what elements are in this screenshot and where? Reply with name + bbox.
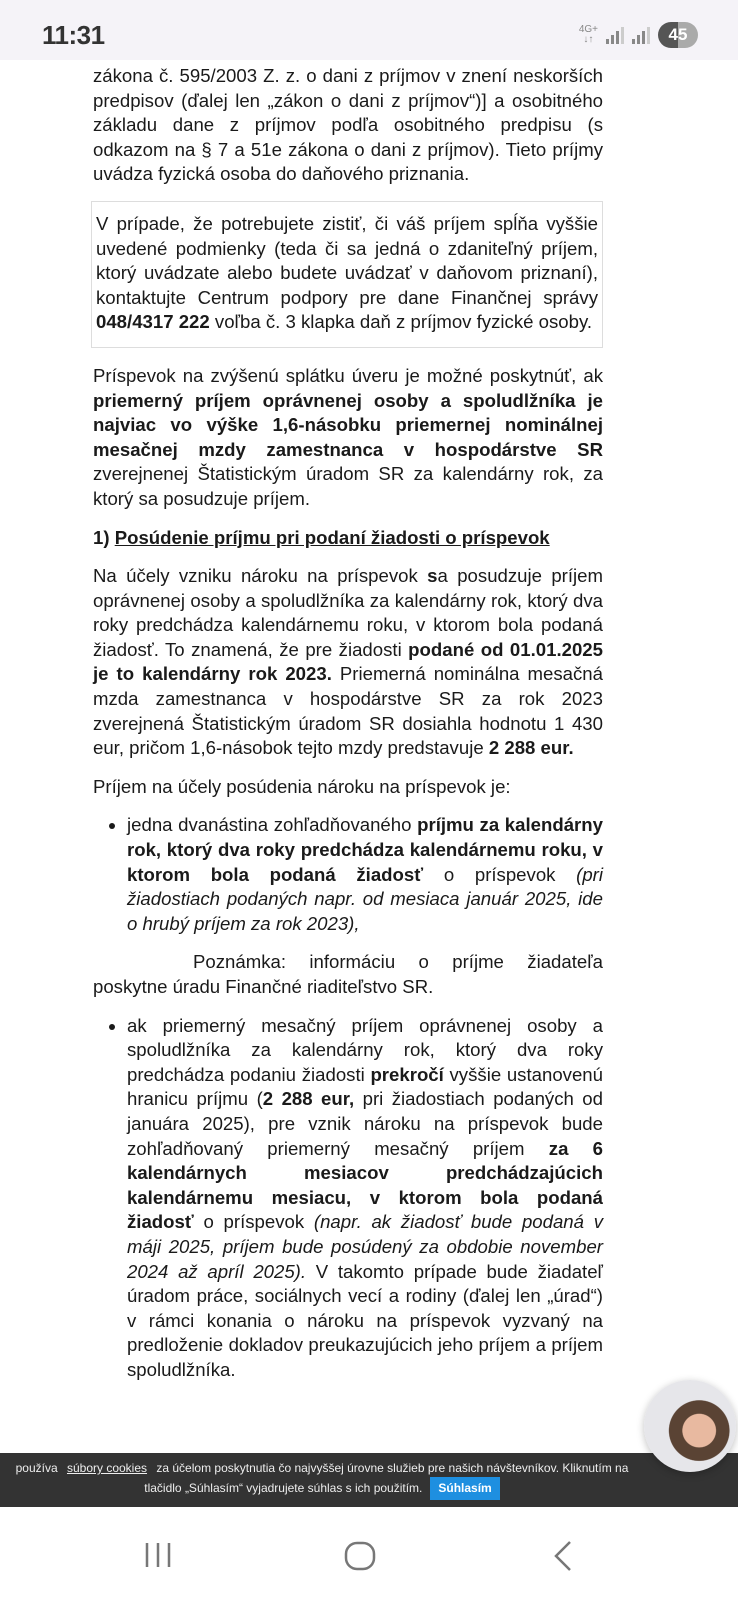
bold-text: priemerný príjem oprávnenej osoby a spoludlžníka je najviac vo výške 1,6-násobku priemernej nominálnej mesačnej mzdy zamestnanca v hospodárstve SR bbox=[93, 389, 603, 460]
bold-text: 2 288 eur, bbox=[262, 1088, 355, 1110]
cookie-text-prefix: používa bbox=[15, 1461, 58, 1475]
text-segment: Príjem na účely posúdenia nároku na príspevok je: bbox=[93, 775, 511, 797]
list bbox=[93, 813, 603, 936]
text-segment: voľba č. 3 klapka daň z príjmov fyzické osoby. bbox=[209, 311, 593, 333]
text-segment: V prípade, že potrebujete zistiť, či váš príjem spĺňa vyššie uvedené podmienky (teda či sa jedná o zdaniteľný príjem, ktorý uvádzate alebo budete uvádzať v daňovom priznaní), kontaktujte Centrum podpory pre dane Finančnej správy bbox=[96, 212, 598, 308]
signal-icon-2 bbox=[632, 26, 650, 44]
text-segment: Priemerná nominálna mesačná mzda zamestnanca v hospodárstve SR za rok 2023 zverejnená Štatistickým úradom SR dosiahla hodnotu 1 430 eur, pričom 1,6-násobok tejto mzdy predstavuje bbox=[93, 663, 603, 759]
network-type: 4G+ bbox=[578, 24, 598, 35]
text-segment: Príspevok na zvýšenú splátku úveru je možné poskytnúť, ak bbox=[93, 364, 603, 386]
back-icon[interactable] bbox=[552, 1540, 574, 1572]
list bbox=[93, 1014, 603, 1383]
cookie-bar bbox=[0, 1453, 738, 1507]
italic-text: (napr. ak žiadosť bude podaná v máji 2025, príjem bude posúdený za obdobie november 2024 až apríl 2025). bbox=[127, 1211, 603, 1282]
paragraph bbox=[93, 775, 603, 800]
list-item bbox=[127, 1014, 603, 1383]
text-segment: zákona č. 595/2003 Z. z. o dani z príjmov v znení neskorších predpisov (ďalej len „zákon o dani z príjmov“)] a osobitného základu dane z príjmov podľa osobitného predpisu (s odkazom na § 7 a 51e zákona o dani z príjmov). Tieto príjmy uvádza fyzická osoba do daňového priznania. bbox=[93, 65, 603, 185]
paragraph bbox=[93, 564, 603, 761]
note bbox=[93, 950, 603, 999]
text-segment: pri žiadostiach podaných od januára 2025), pre vznik nároku na príspevok bude zohľadňovaný priemerný mesačný príjem bbox=[127, 1088, 603, 1159]
text-segment: V takomto prípade bude žiadateľ úradom práce, sociálnych vecí a rodiny (ďalej len „úrad“) v rámci konania o nároku na príspevok vyzvaný na predloženie dokladov preukazujúcich jeho príjem a príjem spoludlžníka. bbox=[127, 1260, 603, 1380]
clock: 11:31 bbox=[42, 20, 105, 50]
navigation-bar bbox=[0, 1507, 738, 1600]
list-item bbox=[127, 813, 603, 936]
section-heading bbox=[93, 526, 603, 551]
article-content bbox=[93, 64, 603, 1397]
text-segment: a posudzuje príjem oprávnenej osoby a spoludlžníka za kalendárny rok, ktorý dva roky predchádza kalendárnemu roku, v ktorom bola podaná žiadosť. To znamená, že pre žiadosti bbox=[93, 565, 603, 660]
bold-text: 2 288 eur. bbox=[488, 737, 574, 759]
network-icon: 4G+ ↓↑ bbox=[578, 24, 598, 45]
cookie-text-2: ich použitím. bbox=[355, 1481, 423, 1495]
text-segment: o príspevok bbox=[193, 1211, 314, 1233]
bold-text: podané od 01.01.2025 je to kalendárny rok 2023. bbox=[93, 638, 603, 685]
accept-button[interactable]: Súhlasím bbox=[430, 1477, 499, 1500]
bold-text: prekročí bbox=[370, 1063, 444, 1085]
bold-text: príjmu za kalendárny rok, ktorý dva roky predchádza kalendárnemu roku, v ktorom bola podaná žiadosť bbox=[127, 814, 603, 885]
text-segment: o príspevok bbox=[423, 863, 577, 885]
cookies-link[interactable]: súbory cookies bbox=[66, 1461, 148, 1475]
italic-text: (pri žiadostiach podaných napr. od mesiaca január 2025, ide o hrubý príjem za rok 2023), bbox=[127, 863, 603, 934]
cookie-text: za účelom poskytnutia čo najvyššej úrovne služieb pre našich návštevníkov. Kliknutím na tlačidlo „Súhlasím“ vyjadrujete súhlas s bbox=[144, 1461, 629, 1495]
text-segment: vyššie ustanovenú hranicu príjmu ( bbox=[127, 1063, 603, 1110]
text-segment: jedna dvanástina zohľadňovaného bbox=[127, 814, 418, 836]
text-segment: Na účely vzniku nároku na príspevok bbox=[93, 565, 428, 587]
paragraph bbox=[93, 64, 603, 187]
status-bar bbox=[0, 0, 738, 60]
bold-text: 048/4317 222 bbox=[96, 311, 210, 333]
paragraph bbox=[93, 364, 603, 512]
heading-number: 1) bbox=[93, 526, 115, 548]
signal-icon bbox=[606, 26, 624, 44]
bold-text: za 6 kalendárnych mesiacov predchádzajúcich kalendárnemu mesiacu, v ktorom bola podaná žiadosť bbox=[127, 1137, 603, 1233]
text-segment: zverejnenej Štatistickým úradom SR za kalendárny rok, za ktorý sa posudzuje príjem. bbox=[93, 463, 603, 509]
chat-support-avatar[interactable] bbox=[644, 1380, 736, 1472]
info-box bbox=[91, 201, 603, 348]
text-segment: Poznámka: informáciu o príjme žiadateľa poskytne úradu Finančné riaditeľstvo SR. bbox=[93, 951, 603, 997]
heading-text: Posúdenie príjmu pri podaní žiadosti o príspevok bbox=[114, 526, 550, 548]
recent-apps-icon[interactable] bbox=[143, 1540, 173, 1570]
battery-icon: 45 bbox=[658, 22, 698, 48]
bold-text: s bbox=[427, 565, 438, 587]
home-icon[interactable] bbox=[343, 1540, 377, 1572]
text-segment: ak priemerný mesačný príjem oprávnenej osoby a spoludlžníka za kalendárny rok, ktorý dva roky predchádza podaniu žiadosti bbox=[127, 1014, 603, 1085]
